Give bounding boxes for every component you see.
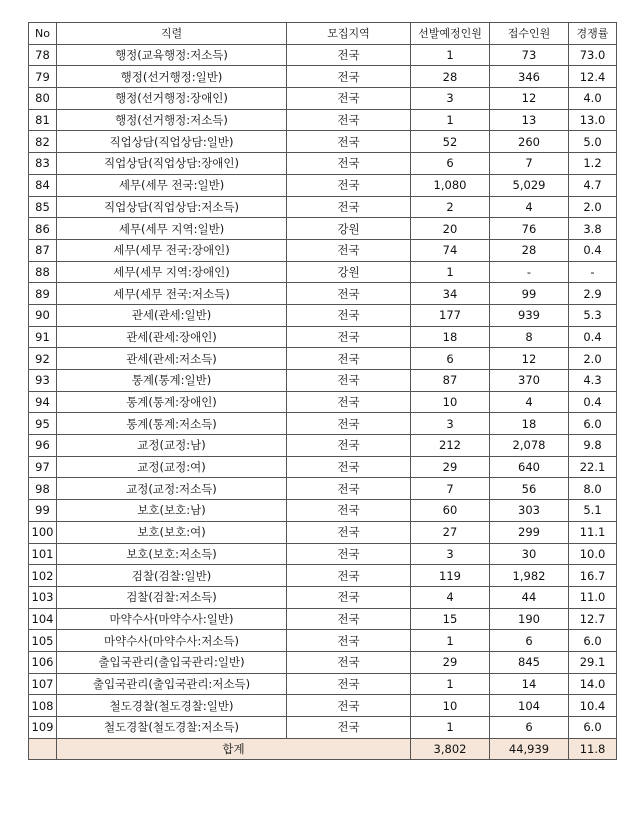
cell-region: 전국: [287, 521, 411, 543]
cell-job: 행정(선거행정:저소득): [57, 109, 287, 131]
cell-no: 99: [29, 500, 57, 522]
cell-region: 전국: [287, 196, 411, 218]
cell-applicants: 56: [490, 478, 569, 500]
table-row: [29, 174, 617, 196]
cell-no: 106: [29, 651, 57, 673]
cell-ratio: 4.0: [569, 88, 617, 110]
cell-job: 직업상담(직업상담:저소득): [57, 196, 287, 218]
cell-job: 마약수사(마약수사:일반): [57, 608, 287, 630]
cell-no: 102: [29, 565, 57, 587]
cell-planned: 3: [411, 413, 490, 435]
cell-no: 86: [29, 218, 57, 240]
cell-ratio: -: [569, 261, 617, 283]
cell-applicants: 4: [490, 196, 569, 218]
cell-ratio: 0.4: [569, 239, 617, 261]
cell-applicants: 939: [490, 304, 569, 326]
cell-planned: 177: [411, 304, 490, 326]
cell-applicants: 13: [490, 109, 569, 131]
header-no: No: [29, 23, 57, 45]
cell-region: 전국: [287, 500, 411, 522]
cell-ratio: 12.7: [569, 608, 617, 630]
cell-applicants: 76: [490, 218, 569, 240]
cell-region: 전국: [287, 673, 411, 695]
table-row: [29, 608, 617, 630]
cell-applicants: 12: [490, 348, 569, 370]
cell-applicants: 8: [490, 326, 569, 348]
cell-job: 관세(관세:저소득): [57, 348, 287, 370]
cell-job: 행정(선거행정:일반): [57, 66, 287, 88]
table-row: [29, 673, 617, 695]
cell-job: 세무(세무 전국:일반): [57, 174, 287, 196]
table-row: [29, 695, 617, 717]
cell-no: 100: [29, 521, 57, 543]
cell-no: 104: [29, 608, 57, 630]
cell-planned: 28: [411, 66, 490, 88]
total-row: [29, 738, 617, 760]
cell-region: 전국: [287, 717, 411, 739]
table-row: [29, 478, 617, 500]
total-label: 합계: [57, 738, 411, 760]
cell-applicants: 6: [490, 630, 569, 652]
cell-planned: 10: [411, 695, 490, 717]
cell-no: 101: [29, 543, 57, 565]
cell-applicants: 370: [490, 370, 569, 392]
table-row: [29, 218, 617, 240]
cell-applicants: 303: [490, 500, 569, 522]
cell-applicants: 4: [490, 391, 569, 413]
cell-job: 통계(통계:장애인): [57, 391, 287, 413]
cell-planned: 3: [411, 543, 490, 565]
cell-no: 88: [29, 261, 57, 283]
cell-no: 90: [29, 304, 57, 326]
cell-applicants: -: [490, 261, 569, 283]
cell-region: 전국: [287, 651, 411, 673]
table-row: [29, 88, 617, 110]
cell-region: 전국: [287, 586, 411, 608]
table-row: [29, 304, 617, 326]
cell-no: 103: [29, 586, 57, 608]
table-row: [29, 435, 617, 457]
cell-region: 전국: [287, 174, 411, 196]
cell-no: 84: [29, 174, 57, 196]
table-row: [29, 456, 617, 478]
cell-planned: 34: [411, 283, 490, 305]
cell-job: 행정(선거행정:장애인): [57, 88, 287, 110]
cell-no: 97: [29, 456, 57, 478]
cell-ratio: 10.4: [569, 695, 617, 717]
table-row: [29, 500, 617, 522]
cell-applicants: 73: [490, 44, 569, 66]
cell-region: 전국: [287, 304, 411, 326]
cell-region: 전국: [287, 44, 411, 66]
cell-job: 검찰(검찰:일반): [57, 565, 287, 587]
header-planned: 선발예정인원: [411, 23, 490, 45]
cell-applicants: 28: [490, 239, 569, 261]
cell-no: 83: [29, 153, 57, 175]
cell-applicants: 346: [490, 66, 569, 88]
cell-ratio: 0.4: [569, 326, 617, 348]
cell-planned: 10: [411, 391, 490, 413]
cell-ratio: 8.0: [569, 478, 617, 500]
cell-planned: 15: [411, 608, 490, 630]
cell-ratio: 6.0: [569, 717, 617, 739]
cell-ratio: 0.4: [569, 391, 617, 413]
table-row: [29, 521, 617, 543]
cell-region: 전국: [287, 370, 411, 392]
cell-region: 전국: [287, 283, 411, 305]
cell-applicants: 6: [490, 717, 569, 739]
cell-planned: 1: [411, 673, 490, 695]
cell-ratio: 5.3: [569, 304, 617, 326]
cell-no: 78: [29, 44, 57, 66]
cell-ratio: 3.8: [569, 218, 617, 240]
header-region: 모집지역: [287, 23, 411, 45]
cell-applicants: 14: [490, 673, 569, 695]
cell-region: 전국: [287, 695, 411, 717]
cell-job: 교정(교정:여): [57, 456, 287, 478]
cell-applicants: 640: [490, 456, 569, 478]
cell-applicants: 845: [490, 651, 569, 673]
header-row: [29, 23, 617, 45]
cell-planned: 1: [411, 717, 490, 739]
cell-planned: 1: [411, 630, 490, 652]
cell-no: 91: [29, 326, 57, 348]
cell-no: 93: [29, 370, 57, 392]
cell-region: 전국: [287, 153, 411, 175]
cell-job: 철도경찰(철도경찰:일반): [57, 695, 287, 717]
cell-planned: 4: [411, 586, 490, 608]
cell-ratio: 4.3: [569, 370, 617, 392]
cell-planned: 3: [411, 88, 490, 110]
table-row: [29, 413, 617, 435]
cell-planned: 7: [411, 478, 490, 500]
table-body: [29, 44, 617, 738]
cell-ratio: 4.7: [569, 174, 617, 196]
cell-region: 전국: [287, 239, 411, 261]
table-row: [29, 239, 617, 261]
total-ratio: 11.8: [569, 738, 617, 760]
cell-ratio: 14.0: [569, 673, 617, 695]
header-ratio: 경쟁률: [569, 23, 617, 45]
cell-applicants: 7: [490, 153, 569, 175]
cell-job: 검찰(검찰:저소득): [57, 586, 287, 608]
cell-job: 세무(세무 지역:장애인): [57, 261, 287, 283]
cell-job: 통계(통계:일반): [57, 370, 287, 392]
cell-no: 98: [29, 478, 57, 500]
cell-region: 전국: [287, 413, 411, 435]
cell-job: 마약수사(마약수사:저소득): [57, 630, 287, 652]
cell-region: 전국: [287, 630, 411, 652]
cell-applicants: 299: [490, 521, 569, 543]
cell-no: 81: [29, 109, 57, 131]
cell-job: 관세(관세:장애인): [57, 326, 287, 348]
cell-no: 92: [29, 348, 57, 370]
cell-region: 전국: [287, 543, 411, 565]
cell-region: 전국: [287, 109, 411, 131]
cell-no: 108: [29, 695, 57, 717]
cell-applicants: 99: [490, 283, 569, 305]
header-job: 직렬: [57, 23, 287, 45]
table-row: [29, 391, 617, 413]
recruitment-table: [28, 22, 617, 760]
cell-planned: 74: [411, 239, 490, 261]
cell-no: 105: [29, 630, 57, 652]
cell-job: 보호(보호:여): [57, 521, 287, 543]
cell-applicants: 104: [490, 695, 569, 717]
cell-job: 보호(보호:남): [57, 500, 287, 522]
cell-planned: 27: [411, 521, 490, 543]
cell-no: 82: [29, 131, 57, 153]
cell-region: 전국: [287, 66, 411, 88]
cell-planned: 1: [411, 44, 490, 66]
cell-region: 전국: [287, 348, 411, 370]
cell-ratio: 5.0: [569, 131, 617, 153]
cell-ratio: 73.0: [569, 44, 617, 66]
cell-applicants: 260: [490, 131, 569, 153]
cell-planned: 18: [411, 326, 490, 348]
cell-region: 전국: [287, 391, 411, 413]
cell-region: 전국: [287, 435, 411, 457]
cell-region: 전국: [287, 88, 411, 110]
cell-job: 출입국관리(출입국관리:저소득): [57, 673, 287, 695]
total-no-cell: [29, 738, 57, 760]
cell-job: 행정(교육행정:저소득): [57, 44, 287, 66]
cell-ratio: 11.1: [569, 521, 617, 543]
cell-applicants: 1,982: [490, 565, 569, 587]
cell-ratio: 2.0: [569, 348, 617, 370]
cell-no: 95: [29, 413, 57, 435]
cell-ratio: 10.0: [569, 543, 617, 565]
cell-job: 출입국관리(출입국관리:일반): [57, 651, 287, 673]
cell-job: 철도경찰(철도경찰:저소득): [57, 717, 287, 739]
cell-planned: 29: [411, 456, 490, 478]
cell-ratio: 2.9: [569, 283, 617, 305]
table-row: [29, 153, 617, 175]
cell-applicants: 12: [490, 88, 569, 110]
table-row: [29, 630, 617, 652]
cell-region: 강원: [287, 261, 411, 283]
cell-ratio: 29.1: [569, 651, 617, 673]
total-planned: 3,802: [411, 738, 490, 760]
cell-no: 79: [29, 66, 57, 88]
cell-planned: 119: [411, 565, 490, 587]
cell-ratio: 22.1: [569, 456, 617, 478]
cell-no: 96: [29, 435, 57, 457]
cell-applicants: 190: [490, 608, 569, 630]
table-row: [29, 543, 617, 565]
cell-no: 87: [29, 239, 57, 261]
cell-ratio: 1.2: [569, 153, 617, 175]
cell-planned: 212: [411, 435, 490, 457]
cell-ratio: 11.0: [569, 586, 617, 608]
cell-no: 109: [29, 717, 57, 739]
cell-region: 전국: [287, 326, 411, 348]
cell-region: 전국: [287, 565, 411, 587]
cell-planned: 60: [411, 500, 490, 522]
cell-planned: 52: [411, 131, 490, 153]
cell-planned: 20: [411, 218, 490, 240]
table-row: [29, 651, 617, 673]
cell-applicants: 44: [490, 586, 569, 608]
cell-no: 85: [29, 196, 57, 218]
cell-job: 세무(세무 지역:일반): [57, 218, 287, 240]
cell-ratio: 6.0: [569, 413, 617, 435]
table-row: [29, 283, 617, 305]
table-row: [29, 370, 617, 392]
cell-no: 89: [29, 283, 57, 305]
cell-applicants: 18: [490, 413, 569, 435]
cell-ratio: 16.7: [569, 565, 617, 587]
cell-planned: 1: [411, 109, 490, 131]
cell-ratio: 12.4: [569, 66, 617, 88]
cell-region: 전국: [287, 478, 411, 500]
table-row: [29, 261, 617, 283]
cell-planned: 1: [411, 261, 490, 283]
table-row: [29, 44, 617, 66]
cell-ratio: 9.8: [569, 435, 617, 457]
table-row: [29, 565, 617, 587]
header-applicants: 접수인원: [490, 23, 569, 45]
table-row: [29, 326, 617, 348]
table-row: [29, 196, 617, 218]
cell-no: 80: [29, 88, 57, 110]
cell-applicants: 30: [490, 543, 569, 565]
table-row: [29, 109, 617, 131]
table-row: [29, 66, 617, 88]
cell-region: 전국: [287, 456, 411, 478]
table-row: [29, 348, 617, 370]
cell-planned: 6: [411, 153, 490, 175]
cell-no: 94: [29, 391, 57, 413]
cell-applicants: 2,078: [490, 435, 569, 457]
cell-job: 교정(교정:남): [57, 435, 287, 457]
cell-region: 전국: [287, 131, 411, 153]
total-applicants: 44,939: [490, 738, 569, 760]
cell-planned: 1,080: [411, 174, 490, 196]
cell-ratio: 6.0: [569, 630, 617, 652]
cell-job: 세무(세무 전국:저소득): [57, 283, 287, 305]
table-row: [29, 586, 617, 608]
cell-planned: 2: [411, 196, 490, 218]
cell-job: 직업상담(직업상담:장애인): [57, 153, 287, 175]
cell-planned: 29: [411, 651, 490, 673]
cell-applicants: 5,029: [490, 174, 569, 196]
cell-job: 관세(관세:일반): [57, 304, 287, 326]
cell-job: 보호(보호:저소득): [57, 543, 287, 565]
table-row: [29, 131, 617, 153]
cell-planned: 87: [411, 370, 490, 392]
cell-planned: 6: [411, 348, 490, 370]
cell-job: 교정(교정:저소득): [57, 478, 287, 500]
cell-ratio: 5.1: [569, 500, 617, 522]
table-row: [29, 717, 617, 739]
cell-ratio: 2.0: [569, 196, 617, 218]
cell-job: 통계(통계:저소득): [57, 413, 287, 435]
cell-no: 107: [29, 673, 57, 695]
cell-job: 직업상담(직업상담:일반): [57, 131, 287, 153]
cell-ratio: 13.0: [569, 109, 617, 131]
cell-region: 강원: [287, 218, 411, 240]
cell-job: 세무(세무 전국:장애인): [57, 239, 287, 261]
cell-region: 전국: [287, 608, 411, 630]
